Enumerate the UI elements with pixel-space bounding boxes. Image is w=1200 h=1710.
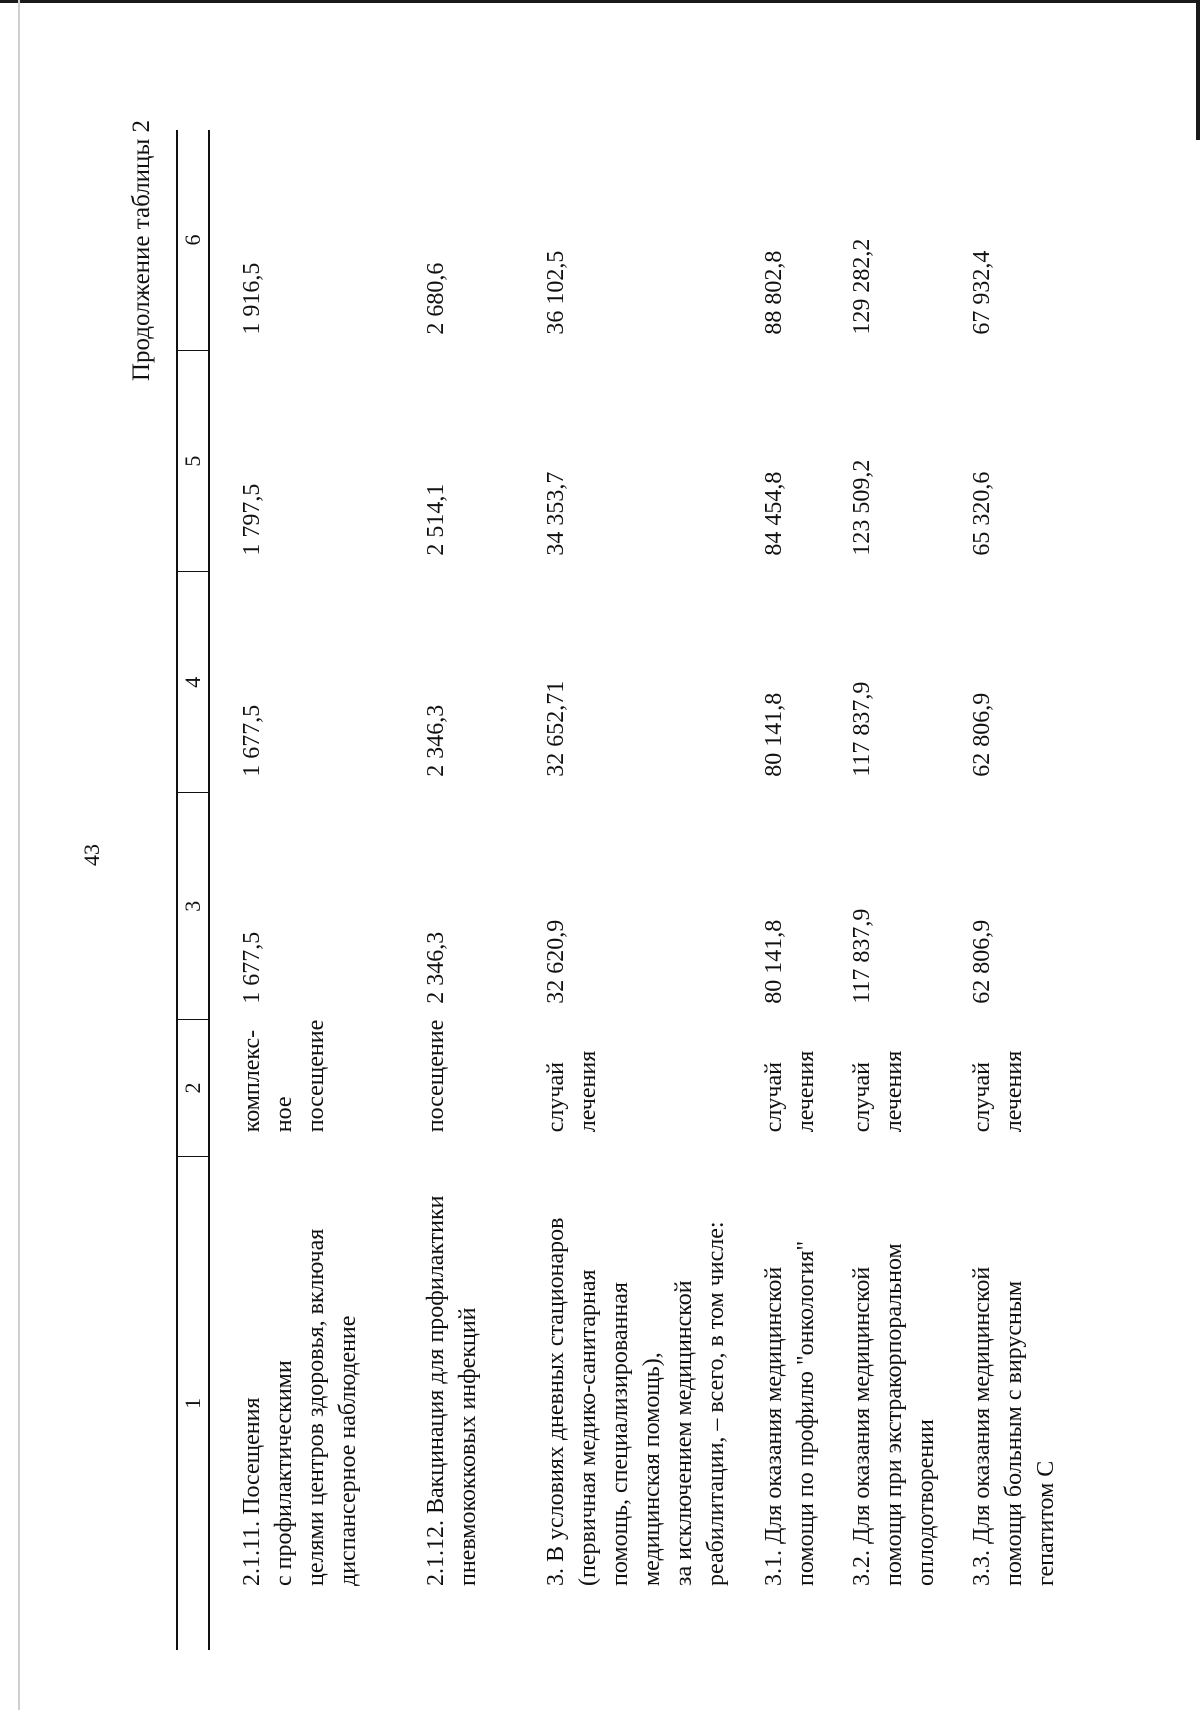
row-name-cell: 2.1.11. Посещения с профилактическими целями центров здоровья, включая диспансерное наблюдение	[239, 1228, 361, 1586]
row-value-col6: 1 916,5	[239, 262, 265, 335]
row-unit-cell: случай лечения	[969, 1050, 1027, 1133]
row-value-col6: 67 932,4	[969, 250, 995, 335]
row-value-col5: 84 454,8	[761, 471, 787, 556]
row-name-cell: 3.2. Для оказания медицинской помощи при экстракорпоральном оплодотворении	[849, 1243, 939, 1586]
row-value-col6: 2 680,6	[423, 262, 449, 335]
row-value-col4: 62 806,9	[969, 692, 995, 777]
row-name-cell: 3. В условиях дневных стационаров (первичная медико-санитарная помощь, специализированная медицинская помощь), за исключением медицинской реабилитации, – всего, в том числе:	[543, 1217, 729, 1586]
column-number: 1	[177, 1156, 209, 1650]
column-number: 5	[177, 351, 209, 572]
row-value-col3: 1 677,5	[239, 931, 265, 1004]
table-row	[484, 130, 732, 1650]
scan-edge-right	[1196, 0, 1200, 140]
table-body	[209, 130, 1062, 1650]
page-number: 43	[79, 844, 104, 866]
row-value-col5: 65 320,6	[969, 471, 995, 556]
scan-edge-top	[0, 0, 1200, 3]
row-unit-cell: посещение	[423, 1019, 449, 1133]
data-table	[176, 130, 1062, 1650]
row-value-col6: 88 802,8	[761, 250, 787, 335]
row-unit-cell: случай лечения	[849, 1050, 907, 1133]
row-value-col4: 117 837,9	[849, 681, 875, 777]
row-unit-cell: комплекс- ное посещение	[239, 1019, 329, 1133]
row-unit-cell: случай лечения	[761, 1050, 819, 1133]
row-value-col3: 80 141,8	[761, 919, 787, 1004]
row-value-col4: 1 677,5	[239, 704, 265, 777]
row-value-col5: 123 509,2	[849, 459, 875, 556]
rotated-page-content	[120, 100, 1180, 1660]
table-continuation-title: Продолжение таблицы 2	[128, 120, 155, 382]
scan-edge-left	[18, 0, 20, 1710]
table-row	[942, 130, 1062, 1650]
table-row	[364, 130, 484, 1650]
row-value-col3: 2 346,3	[423, 931, 449, 1004]
row-value-col4: 32 652,71	[543, 680, 569, 777]
row-value-col4: 2 346,3	[423, 704, 449, 777]
row-value-col3: 62 806,9	[969, 919, 995, 1004]
table-row	[822, 130, 942, 1650]
column-number: 2	[177, 1020, 209, 1157]
row-value-col4: 80 141,8	[761, 692, 787, 777]
row-name-cell: 2.1.12. Вакцинация для профилактики пневмококковых инфекций	[423, 1195, 481, 1586]
row-value-col3: 117 837,9	[849, 908, 875, 1004]
row-value-col5: 1 797,5	[239, 483, 265, 556]
table-row	[732, 130, 822, 1650]
row-value-col6: 36 102,5	[543, 250, 569, 335]
row-value-col6: 129 282,2	[849, 238, 875, 335]
row-value-col3: 32 620,9	[543, 919, 569, 1004]
row-unit-cell: случай лечения	[543, 1050, 601, 1133]
row-name-cell: 3.1. Для оказания медицинской помощи по профилю "онкология"	[761, 1240, 819, 1586]
row-value-col5: 34 353,7	[543, 471, 569, 556]
row-name-cell: 3.3. Для оказания медицинской помощи больным с вирусным гепатитом С	[969, 1266, 1059, 1586]
column-number: 6	[177, 130, 209, 351]
table-row	[209, 130, 364, 1650]
column-number: 3	[177, 793, 209, 1020]
column-number: 4	[177, 572, 209, 793]
column-number-row	[177, 130, 209, 1650]
row-value-col5: 2 514,1	[423, 483, 449, 556]
